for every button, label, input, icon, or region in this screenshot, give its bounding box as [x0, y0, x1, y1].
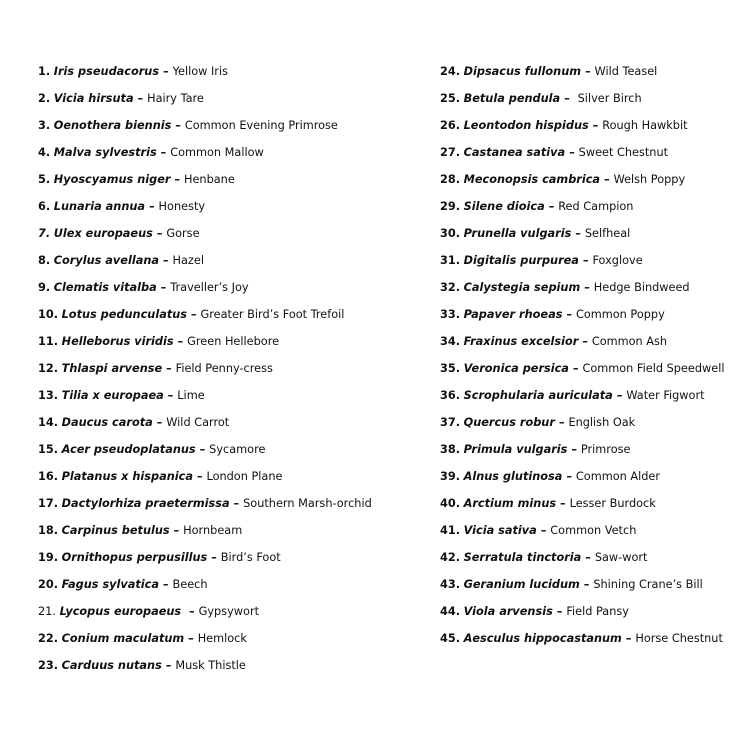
separator-dash: – [171, 119, 185, 132]
separator-dash: – [581, 65, 595, 78]
species-list-item [38, 631, 372, 658]
latin-name: Alnus glutinosa [463, 470, 563, 483]
latin-name: Platanus x hispanica [61, 470, 193, 483]
item-number: 39. [440, 470, 461, 483]
species-list-item [38, 496, 372, 523]
common-name: Green Hellebore [187, 335, 280, 348]
species-list-item [38, 577, 372, 604]
separator-dash: – [562, 470, 576, 483]
common-name: Gypsywort [198, 605, 260, 618]
item-number: 8. [38, 254, 51, 267]
species-list-item [440, 361, 724, 388]
common-name: Field Pansy [566, 605, 629, 618]
item-number: 13. [38, 389, 59, 402]
species-list-item [440, 307, 724, 334]
latin-name: Digitalis purpurea [463, 254, 579, 267]
common-name: Selfheal [584, 227, 631, 240]
separator-dash: – [152, 416, 167, 429]
common-name: Yellow Iris [172, 65, 228, 78]
species-list-item [38, 226, 372, 253]
species-list-item [38, 145, 372, 172]
common-name: Rough Hawkbit [602, 119, 688, 132]
separator-dash: – [159, 65, 173, 78]
latin-name: Lotus pedunculatus [61, 308, 187, 321]
species-list-item [440, 145, 724, 172]
separator-dash: – [567, 443, 581, 456]
common-name: Foxglove [592, 254, 643, 267]
item-number: 30. [440, 227, 461, 240]
separator-dash: – [184, 632, 198, 645]
separator-dash: – [145, 200, 159, 213]
species-list-item [38, 604, 372, 631]
latin-name: Daucus carota [61, 416, 153, 429]
latin-name: Meconopsis cambrica [463, 173, 601, 186]
species-list-item [38, 388, 372, 415]
item-number: 14. [38, 416, 59, 429]
separator-dash: – [578, 335, 592, 348]
latin-name: Fagus sylvatica [61, 578, 159, 591]
item-number: 34. [440, 335, 461, 348]
common-name: Wild Teasel [594, 65, 658, 78]
common-name: Gorse [166, 227, 200, 240]
item-number: 33. [440, 308, 461, 321]
separator-dash: – [571, 227, 585, 240]
separator-dash: – [560, 92, 578, 105]
separator-dash: – [562, 308, 576, 321]
separator-dash: – [158, 578, 173, 591]
latin-name: Ulex europaeus [53, 227, 153, 240]
separator-dash: – [159, 254, 173, 267]
item-number: 1. [38, 65, 51, 78]
common-name: Lesser Burdock [569, 497, 656, 510]
latin-name: Lycopus europaeus [59, 605, 182, 618]
latin-name: Vicia sativa [463, 524, 537, 537]
item-number: 29. [440, 200, 461, 213]
item-number: 4. [38, 146, 51, 159]
common-name: English Oak [568, 416, 636, 429]
common-name: Hornbeam [183, 524, 243, 537]
item-number: 7. [38, 227, 51, 240]
latin-name: Silene dioica [463, 200, 545, 213]
item-number: 3. [38, 119, 51, 132]
item-number: 32. [440, 281, 461, 294]
latin-name: Aesculus hippocastanum [463, 632, 622, 645]
item-number: 23. [38, 659, 59, 672]
common-name: Saw-wort [594, 551, 648, 564]
species-list-item [38, 118, 372, 145]
separator-dash: – [581, 551, 595, 564]
species-list-item [38, 658, 372, 685]
species-list-item [38, 64, 372, 91]
latin-name: Dipsacus fullonum [463, 65, 582, 78]
latin-name: Ornithopus perpusillus [61, 551, 208, 564]
latin-name: Acer pseudoplatanus [61, 443, 196, 456]
item-number: 21. [38, 605, 56, 618]
species-list-item [38, 253, 372, 280]
separator-dash: – [156, 146, 171, 159]
species-list-item [440, 415, 724, 442]
latin-name: Conium maculatum [61, 632, 185, 645]
species-list-right-column [440, 64, 724, 658]
separator-dash: – [544, 200, 559, 213]
common-name: Common Vetch [550, 524, 637, 537]
latin-name: Iris pseudacorus [53, 65, 160, 78]
separator-dash: – [152, 227, 167, 240]
separator-dash: – [554, 416, 569, 429]
item-number: 44. [440, 605, 461, 618]
common-name: Sweet Chestnut [578, 146, 669, 159]
latin-name: Malva sylvestris [53, 146, 157, 159]
separator-dash: – [579, 578, 594, 591]
common-name: Common Mallow [170, 146, 264, 159]
item-number: 38. [440, 443, 461, 456]
species-list-item [38, 361, 372, 388]
separator-dash: – [156, 281, 171, 294]
common-name: Sycamore [209, 443, 266, 456]
common-name: Shining Crane’s Bill [593, 578, 703, 591]
separator-dash: – [568, 362, 583, 375]
item-number: 45. [440, 632, 461, 645]
species-list-item [38, 172, 372, 199]
latin-name: Oenothera biennis [53, 119, 172, 132]
species-list-item [440, 172, 724, 199]
common-name: Traveller’s Joy [170, 281, 249, 294]
species-list-item [440, 64, 724, 91]
latin-name: Corylus avellana [53, 254, 159, 267]
species-list-item [440, 226, 724, 253]
item-number: 28. [440, 173, 461, 186]
common-name: Red Campion [558, 200, 634, 213]
common-name: Common Ash [591, 335, 668, 348]
common-name: Lime [177, 389, 205, 402]
species-list-item [440, 604, 724, 631]
species-list-item [440, 253, 724, 280]
species-list-item [38, 199, 372, 226]
separator-dash: – [612, 389, 627, 402]
common-name: Beech [172, 578, 208, 591]
separator-dash: – [578, 254, 593, 267]
separator-dash: – [187, 308, 201, 321]
item-number: 18. [38, 524, 59, 537]
separator-dash: – [207, 551, 221, 564]
separator-dash: – [162, 362, 176, 375]
species-list-item [38, 91, 372, 118]
item-number: 37. [440, 416, 461, 429]
species-list-item [38, 550, 372, 577]
species-list-item [440, 496, 724, 523]
species-list-item [38, 442, 372, 469]
common-name: Hemlock [197, 632, 247, 645]
common-name: Musk Thistle [175, 659, 246, 672]
species-list-item [440, 118, 724, 145]
common-name: Wild Carrot [166, 416, 230, 429]
common-name: Silver Birch [577, 92, 642, 105]
latin-name: Quercus robur [463, 416, 555, 429]
item-number: 10. [38, 308, 59, 321]
separator-dash: – [229, 497, 244, 510]
latin-name: Leontodon hispidus [463, 119, 589, 132]
latin-name: Dactylorhiza praetermissa [61, 497, 230, 510]
latin-name: Hyoscyamus niger [53, 173, 171, 186]
item-number: 27. [440, 146, 461, 159]
species-list-item [38, 415, 372, 442]
separator-dash: – [588, 119, 603, 132]
latin-name: Betula pendula [463, 92, 561, 105]
common-name: Water Figwort [626, 389, 705, 402]
latin-name: Papaver rhoeas [463, 308, 563, 321]
common-name: Primrose [580, 443, 631, 456]
separator-dash: – [195, 443, 210, 456]
species-list-item [440, 631, 724, 658]
separator-dash: – [161, 659, 176, 672]
species-list-item [440, 577, 724, 604]
species-list-item [440, 550, 724, 577]
item-number: 2. [38, 92, 51, 105]
item-number: 43. [440, 578, 461, 591]
species-list-item [440, 280, 724, 307]
separator-dash: – [192, 470, 207, 483]
item-number: 24. [440, 65, 461, 78]
species-list-item [440, 523, 724, 550]
latin-name: Arctium minus [463, 497, 557, 510]
common-name: Hazel [172, 254, 204, 267]
item-number: 16. [38, 470, 59, 483]
item-number: 5. [38, 173, 51, 186]
separator-dash: – [133, 92, 148, 105]
item-number: 26. [440, 119, 461, 132]
latin-name: Calystegia sepium [463, 281, 581, 294]
common-name: Hairy Tare [147, 92, 204, 105]
separator-dash: – [565, 146, 579, 159]
latin-name: Scrophularia auriculata [463, 389, 613, 402]
separator-dash: – [169, 524, 184, 537]
separator-dash: – [552, 605, 567, 618]
species-list-item [38, 469, 372, 496]
common-name: Common Field Speedwell [582, 362, 725, 375]
latin-name: Castanea sativa [463, 146, 566, 159]
latin-name: Veronica persica [463, 362, 569, 375]
common-name: Honesty [158, 200, 206, 213]
separator-dash: – [536, 524, 551, 537]
item-number: 31. [440, 254, 461, 267]
common-name: Common Evening Primrose [184, 119, 338, 132]
common-name: Field Penny-cress [175, 362, 273, 375]
species-list-item [440, 91, 724, 118]
separator-dash: – [173, 335, 188, 348]
latin-name: Primula vulgaris [463, 443, 568, 456]
species-list-item [38, 280, 372, 307]
item-number: 20. [38, 578, 59, 591]
item-number: 17. [38, 497, 59, 510]
species-list-item [440, 469, 724, 496]
separator-dash: – [163, 389, 178, 402]
species-list-item [38, 307, 372, 334]
common-name: Common Alder [575, 470, 661, 483]
latin-name: Geranium lucidum [463, 578, 580, 591]
latin-name: Vicia hirsuta [53, 92, 134, 105]
item-number: 11. [38, 335, 59, 348]
separator-dash: – [600, 173, 614, 186]
common-name: Horse Chestnut [635, 632, 723, 645]
common-name: London Plane [206, 470, 283, 483]
latin-name: Thlaspi arvense [61, 362, 163, 375]
item-number: 42. [440, 551, 461, 564]
species-list-item [440, 199, 724, 226]
common-name: Southern Marsh-orchid [243, 497, 372, 510]
item-number: 41. [440, 524, 461, 537]
latin-name: Tilia x europaea [61, 389, 164, 402]
item-number: 35. [440, 362, 461, 375]
latin-name: Prunella vulgaris [463, 227, 572, 240]
latin-name: Fraxinus excelsior [463, 335, 579, 348]
latin-name: Viola arvensis [463, 605, 553, 618]
separator-dash: – [556, 497, 570, 510]
separator-dash: – [580, 281, 594, 294]
separator-dash: – [621, 632, 636, 645]
species-list-item [440, 442, 724, 469]
common-name: Common Poppy [575, 308, 665, 321]
item-number: 40. [440, 497, 461, 510]
item-number: 22. [38, 632, 59, 645]
common-name: Welsh Poppy [613, 173, 686, 186]
common-name: Hedge Bindweed [593, 281, 690, 294]
latin-name: Serratula tinctoria [463, 551, 582, 564]
item-number: 9. [38, 281, 51, 294]
item-number: 6. [38, 200, 51, 213]
item-number: 25. [440, 92, 461, 105]
item-number: 19. [38, 551, 59, 564]
latin-name: Helleborus viridis [61, 335, 174, 348]
separator-dash: – [170, 173, 184, 186]
item-number: 12. [38, 362, 59, 375]
latin-name: Lunaria annua [53, 200, 146, 213]
common-name: Greater Bird’s Foot Trefoil [200, 308, 345, 321]
common-name: Bird’s Foot [220, 551, 281, 564]
separator-dash: – [181, 605, 199, 618]
common-name: Henbane [183, 173, 235, 186]
species-list-item [440, 388, 724, 415]
latin-name: Carduus nutans [61, 659, 162, 672]
species-list-item [440, 334, 724, 361]
species-list-item [38, 523, 372, 550]
latin-name: Clematis vitalba [53, 281, 157, 294]
item-number: 36. [440, 389, 461, 402]
species-list-item [38, 334, 372, 361]
latin-name: Carpinus betulus [61, 524, 170, 537]
item-number: 15. [38, 443, 59, 456]
species-list-left-column [38, 64, 372, 685]
